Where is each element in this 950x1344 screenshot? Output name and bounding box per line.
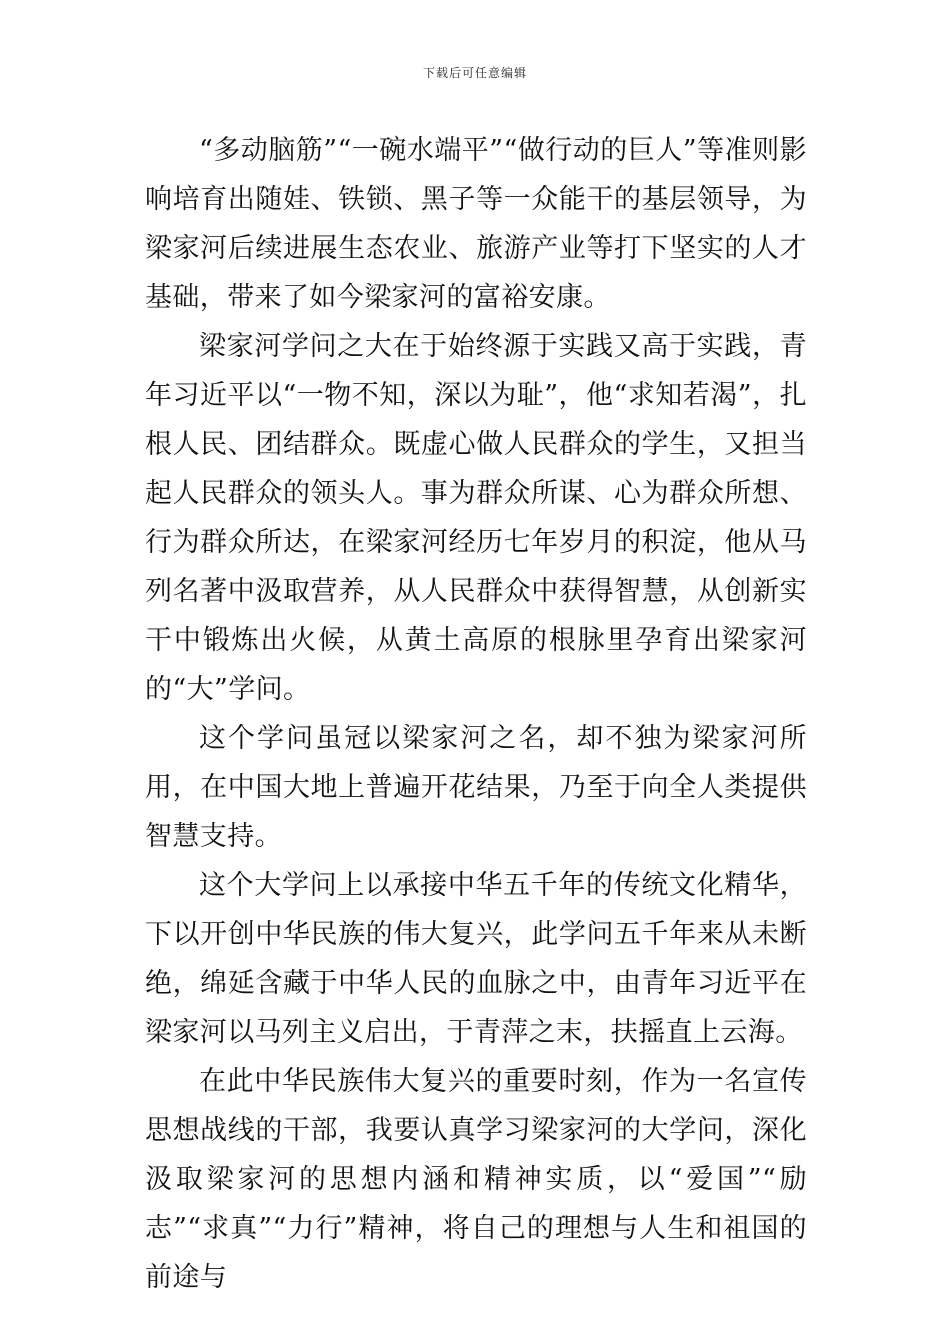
paragraph-3: 这个学问虽冠以梁家河之名，却不独为梁家河所用，在中国大地上普遍开花结果，乃至于向全人类提供智慧支持。 [145, 723, 807, 852]
paragraph-1: “多动脑筋”“一碗水端平”“做行动的巨人”等准则影响培育出随娃、铁锁、黑子等一众能干的基层领导，为梁家河后续进展生态农业、旅游产业等打下坚实的人才基础，带来了如今梁家河的富裕安康。 [145, 135, 807, 313]
paragraph-5: 在此中华民族伟大复兴的重要时刻，作为一名宣传思想战线的干部，我要认真学习梁家河的大学问，深化汲取梁家河的思想内涵和精神实质，以“爱国”“励志”“求真”“力行”精神，将自己的理想与人生和祖国的前途与 [145, 1066, 807, 1293]
paragraph-2: 梁家河学问之大在于始终源于实践又高于实践，青年习近平以“一物不知，深以为耻”，他“求知若渴”，扎根人民、团结群众。既虚心做人民群众的学生，又担当起人民群众的领头人。事为群众所谋、心为群众所想、行为群众所达，在梁家河经历七年岁月的积淀，他从马列名著中汲取营养，从人民群众中获得智慧，从创新实干中锻炼出火候，从黄土高原的根脉里孕育出梁家河的“大”学问。 [145, 331, 807, 705]
document-body [145, 126, 807, 1302]
paragraph-4: 这个大学问上以承接中华五千年的传统文化精华，下以开创中华民族的伟大复兴，此学问五千年来从未断绝，绵延含藏于中华人民的血脉之中，由青年习近平在梁家河以马列主义启出，于青萍之末，扶摇直上云海。 [145, 870, 807, 1048]
header-note: 下载后可任意编辑 [422, 66, 527, 80]
